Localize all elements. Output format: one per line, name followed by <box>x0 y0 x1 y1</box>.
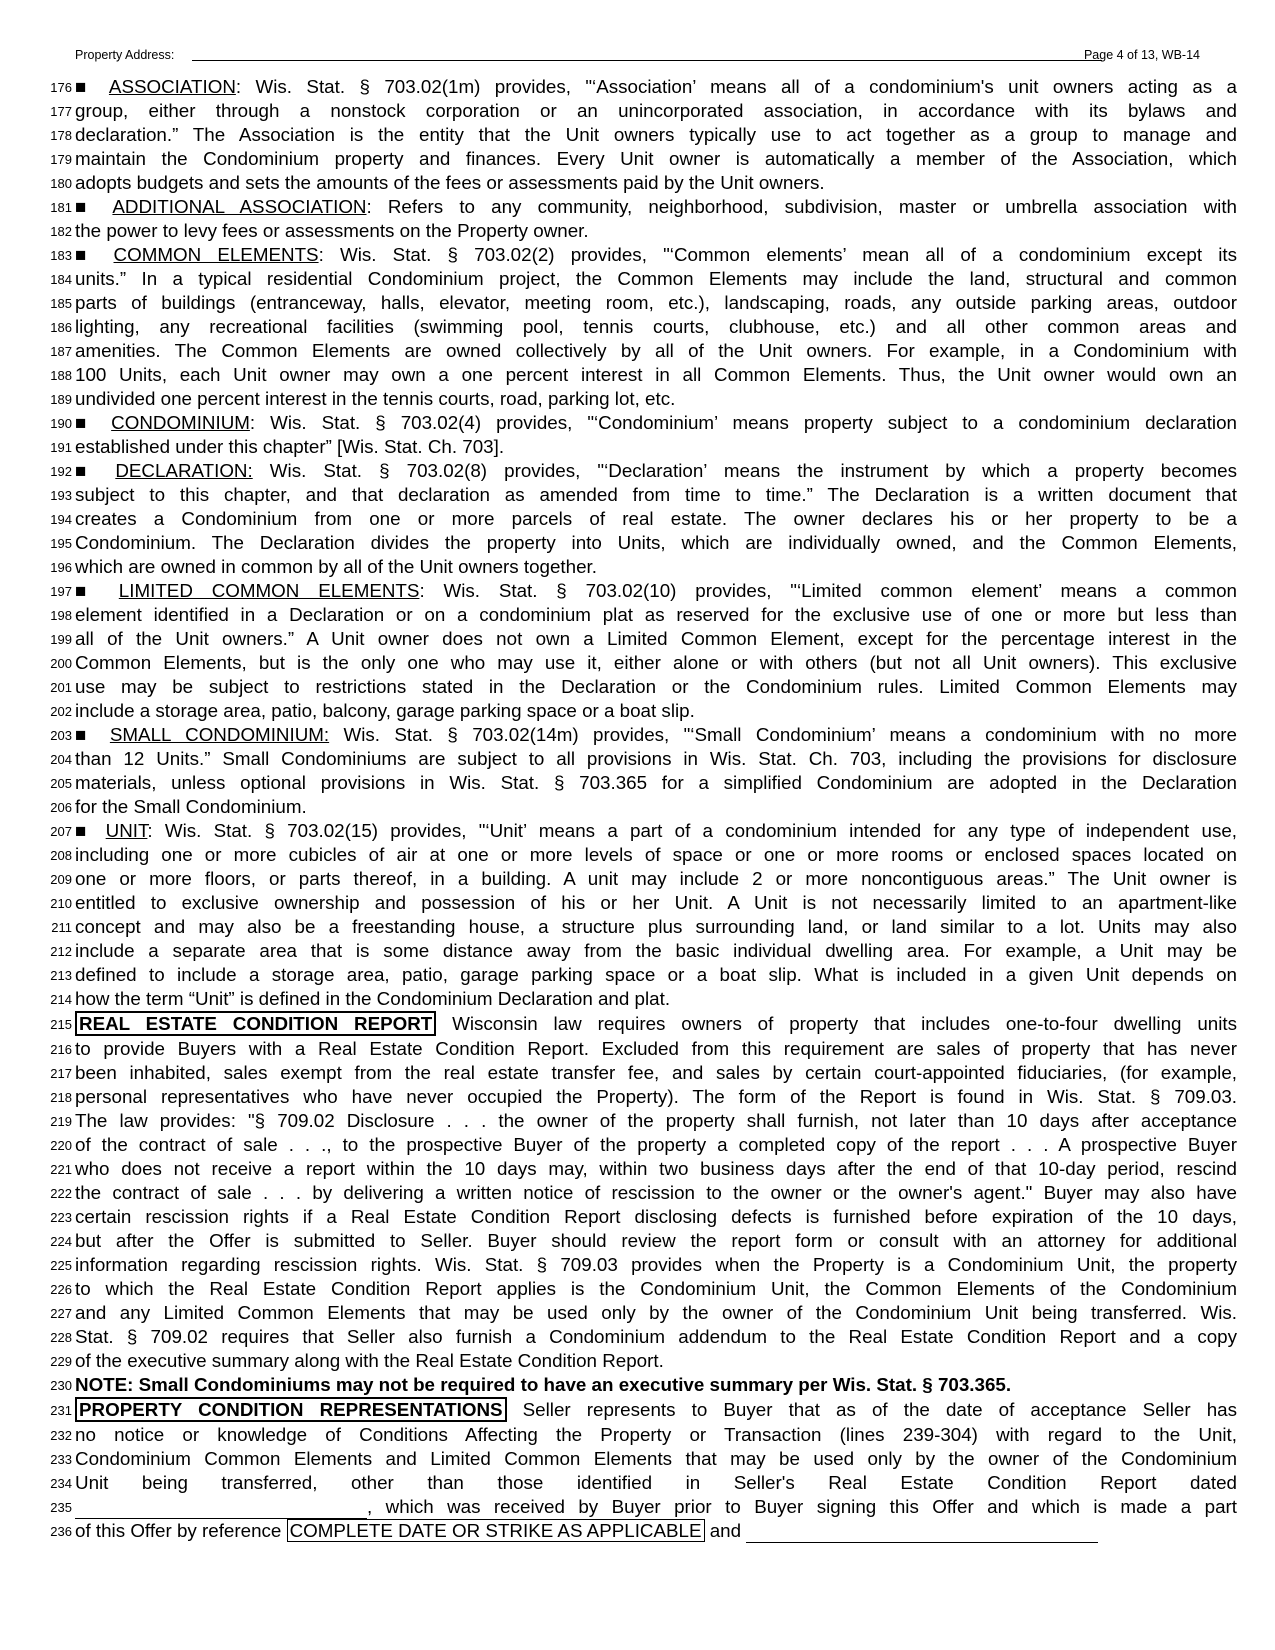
page-header <box>75 48 1200 66</box>
line-number: 208 <box>50 848 72 863</box>
line-number: 206 <box>50 800 72 815</box>
text-run: : Wis. Stat. § 703.02(1m) provides, "‘Association’ means all of a condominium's unit owners acting as a <box>235 76 1237 97</box>
line-number: 190 <box>50 416 72 431</box>
text-run: certain rescission rights if a Real Estate Condition Report disclosing defects is furnished before expiration of the 10 days, <box>75 1206 1237 1227</box>
line-number: 188 <box>50 368 72 383</box>
line-number: 182 <box>50 224 72 239</box>
document-line <box>40 1181 1237 1205</box>
line-number: 234 <box>50 1476 72 1491</box>
document-line <box>40 723 1237 747</box>
line-number: 205 <box>50 776 72 791</box>
document-line <box>40 867 1237 891</box>
text-run: amenities. The Common Elements are owned collectively by all of the Unit owners. For example, in a Condominium with <box>75 340 1237 361</box>
line-text <box>75 1011 1237 1037</box>
line-number: 201 <box>50 680 72 695</box>
document-line <box>40 555 1202 579</box>
line-number: 178 <box>50 128 72 143</box>
document-line <box>40 771 1237 795</box>
text-run: subject to this chapter, and that declaration as amended from time to time.” The Declaration is a written document that <box>75 484 1237 505</box>
line-number: 200 <box>50 656 72 671</box>
document-line <box>40 939 1237 963</box>
document-line <box>40 1133 1237 1157</box>
text-run: ■ <box>75 580 119 601</box>
text-run: declaration.” The Association is the entity that the Unit owners typically use to act together as a group to manage and <box>75 124 1237 145</box>
document-line <box>40 1061 1237 1085</box>
line-text <box>75 843 1237 867</box>
document-line <box>40 1011 1237 1037</box>
text-run: : Refers to any community, neighborhood, subdivision, master or umbrella association with <box>366 196 1237 217</box>
text-run: use may be subject to restrictions stated in the Declaration or the Condominium rules. Limited Common Elements may <box>75 676 1237 697</box>
line-text <box>75 795 1237 819</box>
line-text <box>75 219 1237 243</box>
text-run: ■ <box>75 460 116 481</box>
line-number: 223 <box>50 1210 72 1225</box>
document-line <box>40 171 1202 195</box>
text-run: Condominium Common Elements and Limited Common Elements that may be used only by the owner of the Condominium <box>75 1448 1237 1469</box>
document-line <box>40 1349 1202 1373</box>
line-number: 191 <box>50 440 72 455</box>
text-run: and any Limited Common Elements that may be used only by the owner of the Condominium Unit being transferred. Wis. <box>75 1302 1237 1323</box>
text-run: ■ <box>75 76 109 97</box>
text-run: element identified in a Declaration or on a condominium plat as reserved for the exclusive use of one or more but less than <box>75 604 1237 625</box>
line-number: 232 <box>50 1428 72 1443</box>
line-text <box>75 1325 1237 1349</box>
line-text <box>75 507 1237 531</box>
line-text <box>75 1037 1237 1061</box>
document-line <box>40 627 1237 651</box>
text-run: the power to levy fees or assessments on the Property owner. <box>75 220 589 241</box>
text-run: units.” In a typical residential Condominium project, the Common Elements may include the land, structural and common <box>75 268 1237 289</box>
line-text <box>75 723 1237 747</box>
line-number: 185 <box>50 296 72 311</box>
fill-in-blank[interactable] <box>75 1500 367 1519</box>
text-run: 100 Units, each Unit owner may own a one percent interest in all Common Elements. Thus, the Unit owner would own an <box>75 364 1237 385</box>
document-line <box>40 387 1202 411</box>
text-run: the contract of sale . . . by delivering a written notice of rescission to the owner or the owner's agent." Buyer may also have <box>75 1182 1237 1203</box>
line-text <box>75 363 1237 387</box>
line-number: 215 <box>50 1017 72 1032</box>
line-text <box>75 435 1237 459</box>
document-line <box>40 459 1237 483</box>
text-run: personal representatives who have never occupied the Property). The form of the Report is found in Wis. Stat. § 709.03. <box>75 1086 1237 1107</box>
fill-in-blank[interactable] <box>746 1524 1098 1543</box>
document-line <box>40 963 1237 987</box>
line-text <box>75 1447 1237 1471</box>
text-run: include a storage area, patio, balcony, garage parking space or a boat slip. <box>75 700 695 721</box>
line-number: 196 <box>50 560 72 575</box>
line-text <box>75 771 1237 795</box>
line-text <box>75 1423 1237 1447</box>
line-number: 228 <box>50 1330 72 1345</box>
text-run: to provide Buyers with a Real Estate Condition Report. Excluded from this requirement are sales of property that has never <box>75 1038 1237 1059</box>
line-text <box>75 1229 1237 1253</box>
text-run: but after the Offer is submitted to Seller. Buyer should review the report form or consult with an attorney for additional <box>75 1230 1237 1251</box>
text-run: parts of buildings (entranceway, halls, elevator, meeting room, etc.), landscaping, roads, any outside parking areas, outdoor <box>75 292 1237 313</box>
document-line <box>40 675 1237 699</box>
text-run: all of the Unit owners.” A Unit owner does not own a Limited Common Element, except for the percentage interest in the <box>75 628 1237 649</box>
line-text <box>75 483 1237 507</box>
section-heading: REAL ESTATE CONDITION REPORT <box>75 1011 436 1036</box>
document-line <box>40 507 1237 531</box>
text-run: Wisconsin law requires owners of property that includes one-to-four dwelling units <box>436 1013 1237 1034</box>
line-number: 187 <box>50 344 72 359</box>
line-text <box>75 315 1237 339</box>
text-run: The law provides: "§ 709.02 Disclosure . . . the owner of the property shall furnish, not later than 10 days after acceptance <box>75 1110 1237 1131</box>
line-text <box>75 579 1237 603</box>
document-line <box>40 1325 1237 1349</box>
line-number: 235 <box>50 1500 72 1515</box>
document-line <box>40 1495 1237 1519</box>
line-number: 211 <box>51 920 72 935</box>
document-line <box>40 147 1237 171</box>
line-text <box>75 963 1237 987</box>
text-run: of the contract of sale . . ., to the prospective Buyer of the property a completed copy of the report . . . A prospective Buyer <box>75 1134 1237 1155</box>
document-line <box>40 1397 1237 1423</box>
text-run: Common Elements, but is the only one who may use it, either alone or with others (but not all Unit owners). This exclusive <box>75 652 1237 673</box>
document-line <box>40 1301 1237 1325</box>
line-text <box>75 1471 1237 1495</box>
text-run: of this Offer by reference <box>75 1520 287 1541</box>
text-run: materials, unless optional provisions in Wis. Stat. § 703.365 for a simplified Condominium are adopted in the Declaration <box>75 772 1237 793</box>
text-run: established under this chapter” [Wis. Stat. Ch. 703]. <box>75 436 505 457</box>
text-run: ■ <box>75 724 110 745</box>
line-number: 231 <box>50 1403 72 1418</box>
document-line <box>40 435 1202 459</box>
line-text <box>75 627 1237 651</box>
document-line <box>40 1253 1237 1277</box>
line-number: 197 <box>50 584 72 599</box>
line-number: 177 <box>50 104 72 119</box>
document-line <box>40 363 1237 387</box>
line-number: 222 <box>50 1186 72 1201</box>
text-run: : Wis. Stat. § 703.02(10) provides, "‘Limited common element’ means a common <box>419 580 1237 601</box>
text-run: how the term “Unit” is defined in the Condominium Declaration and plat. <box>75 988 671 1009</box>
text-run: maintain the Condominium property and finances. Every Unit owner is automatically a member of the Association, which <box>75 148 1237 169</box>
line-number: 217 <box>50 1066 72 1081</box>
line-text <box>75 675 1237 699</box>
document-line <box>40 75 1237 99</box>
line-text <box>75 1061 1237 1085</box>
text-run: who does not receive a report within the 10 days may, within two business days after the end of that 10-day period, rescind <box>75 1158 1237 1179</box>
document-line <box>40 987 1202 1011</box>
document-line <box>40 891 1237 915</box>
line-number: 225 <box>50 1258 72 1273</box>
document-line <box>40 1519 1202 1543</box>
line-number: 186 <box>50 320 72 335</box>
page-number: Page 4 of 13, WB-14 <box>1083 48 1200 62</box>
line-number: 214 <box>50 992 72 1007</box>
line-number: 194 <box>50 512 72 527</box>
document-line <box>40 411 1237 435</box>
document-line <box>40 747 1237 771</box>
line-text <box>75 651 1237 675</box>
line-text <box>75 603 1237 627</box>
line-text <box>75 819 1237 843</box>
document-line <box>40 267 1237 291</box>
line-text <box>75 243 1237 267</box>
line-text <box>75 939 1237 963</box>
line-text <box>75 171 1237 195</box>
line-text <box>75 1301 1237 1325</box>
document-line <box>40 843 1237 867</box>
line-number: 207 <box>50 824 72 839</box>
document-line <box>40 1037 1237 1061</box>
line-number: 212 <box>50 944 72 959</box>
line-text <box>75 555 1237 579</box>
document-line <box>40 123 1237 147</box>
text-run: , which was received by Buyer prior to Buyer signing this Offer and which is made a part <box>367 1496 1237 1517</box>
text-run: Wis. Stat. § 703.02(14m) provides, "‘Small Condominium’ means a condominium with no more <box>329 724 1237 745</box>
text-run: group, either through a nonstock corporation or an unincorporated association, in accordance with its bylaws and <box>75 100 1237 121</box>
line-text <box>75 699 1237 723</box>
text-run: ■ <box>75 412 112 433</box>
document-line <box>40 339 1237 363</box>
line-number: 204 <box>50 752 72 767</box>
note-text: NOTE: Small Condominiums may not be required to have an executive summary per Wis. Stat. § 703.365. <box>75 1374 1012 1395</box>
text-run: concept and may also be a freestanding house, a structure plus surrounding land, or land similar to a lot. Units may also <box>75 916 1237 937</box>
text-run: than 12 Units.” Small Condominiums are subject to all provisions in Wis. Stat. Ch. 703, including the provisions for disclosure <box>75 748 1237 769</box>
text-run: information regarding rescission rights. Wis. Stat. § 709.03 provides when the Property is a Condominium Unit, the property <box>75 1254 1237 1275</box>
line-text <box>75 531 1237 555</box>
line-number: 220 <box>50 1138 72 1153</box>
text-run: : Wis. Stat. § 703.02(4) provides, "‘Condominium’ means property subject to a condominium declaration <box>249 412 1237 433</box>
line-text <box>75 195 1237 219</box>
line-number: 230 <box>50 1378 72 1393</box>
text-run: which are owned in common by all of the Unit owners together. <box>75 556 597 577</box>
text-run: ■ <box>75 244 114 265</box>
document-body <box>40 75 1237 1543</box>
line-text <box>75 387 1237 411</box>
line-number: 216 <box>50 1042 72 1057</box>
document-line <box>40 603 1237 627</box>
line-number: 176 <box>50 80 72 95</box>
document-line <box>40 1447 1237 1471</box>
document-line <box>40 1109 1237 1133</box>
line-text <box>75 1277 1237 1301</box>
document-line <box>40 579 1237 603</box>
line-number: 233 <box>50 1452 72 1467</box>
document-line <box>40 651 1237 675</box>
text-run: ■ <box>75 196 113 217</box>
section-term: CONDOMINIUM <box>111 412 250 433</box>
text-run: Wis. Stat. § 703.02(8) provides, "‘Declaration’ means the instrument by which a property becomes <box>252 460 1237 481</box>
line-number: 181 <box>50 200 72 215</box>
text-run: Stat. § 709.02 requires that Seller also furnish a Condominium addendum to the Real Estate Condition Report and a copy <box>75 1326 1237 1347</box>
line-text <box>75 1109 1237 1133</box>
text-run: no notice or knowledge of Conditions Affecting the Property or Transaction (lines 239-304) with regard to the Unit, <box>75 1424 1237 1445</box>
line-text <box>75 123 1237 147</box>
line-number: 227 <box>50 1306 72 1321</box>
line-text <box>75 411 1237 435</box>
line-text <box>75 147 1237 171</box>
text-run: : Wis. Stat. § 703.02(2) provides, "‘Common elements’ mean all of a condominium except its <box>318 244 1237 265</box>
document-line <box>40 795 1202 819</box>
section-term: COMMON ELEMENTS <box>113 244 319 265</box>
line-text <box>75 1181 1237 1205</box>
line-text <box>75 291 1237 315</box>
text-run: and <box>704 1520 747 1541</box>
line-number: 218 <box>50 1090 72 1105</box>
line-text <box>75 1205 1237 1229</box>
line-text <box>75 1085 1237 1109</box>
text-run: Unit being transferred, other than those identified in Seller's Real Estate Condition Report dated <box>75 1472 1237 1493</box>
document-line <box>40 219 1202 243</box>
section-term: LIMITED COMMON ELEMENTS <box>118 580 420 601</box>
line-number: 195 <box>50 536 72 551</box>
document-line <box>40 1205 1237 1229</box>
text-run: Condominium. The Declaration divides the property into Units, which are individually owned, and the Common Elements, <box>75 532 1237 553</box>
line-text <box>75 747 1237 771</box>
document-line <box>40 1471 1237 1495</box>
text-run: entitled to exclusive ownership and possession of his or her Unit. A Unit is not necessarily limited to an apartment-like <box>75 892 1237 913</box>
section-term: ASSOCIATION <box>108 76 236 97</box>
document-line <box>40 1277 1237 1301</box>
line-number: 189 <box>50 392 72 407</box>
document-line <box>40 291 1237 315</box>
line-number: 236 <box>50 1524 72 1539</box>
line-text <box>75 1495 1237 1519</box>
document-line <box>40 99 1237 123</box>
text-run: adopts budgets and sets the amounts of the fees or assessments paid by the Unit owners. <box>75 172 825 193</box>
line-number: 224 <box>50 1234 72 1249</box>
text-run: one or more floors, or parts thereof, in a building. A unit may include 2 or more noncontiguous areas.” The Unit owner is <box>75 868 1237 889</box>
document-line <box>40 483 1237 507</box>
line-number: 198 <box>50 608 72 623</box>
text-run: been inhabited, sales exempt from the real estate transfer fee, and sales by certain court-appointed fiduciaries, (for example, <box>75 1062 1237 1083</box>
text-run: undivided one percent interest in the tennis courts, road, parking lot, etc. <box>75 388 676 409</box>
line-number: 179 <box>50 152 72 167</box>
section-term: DECLARATION: <box>115 460 253 481</box>
line-text <box>75 891 1237 915</box>
line-text <box>75 99 1237 123</box>
line-text <box>75 1253 1237 1277</box>
text-run: creates a Condominium from one or more parcels of real estate. The owner declares his or her property to be a <box>75 508 1237 529</box>
text-run: Seller represents to Buyer that as of the date of acceptance Seller has <box>506 1399 1237 1420</box>
text-run: of the executive summary along with the Real Estate Condition Report. <box>75 1350 664 1371</box>
text-run: ■ <box>75 820 106 841</box>
text-run: lighting, any recreational facilities (swimming pool, tennis courts, clubhouse, etc.) and all other common areas and <box>75 316 1237 337</box>
line-text <box>75 867 1237 891</box>
text-run: include a separate area that is some distance away from the basic individual dwelling area. For example, a Unit may be <box>75 940 1237 961</box>
section-heading: PROPERTY CONDITION REPRESENTATIONS <box>75 1397 507 1422</box>
line-number: 183 <box>50 248 72 263</box>
document-line <box>40 195 1237 219</box>
text-run: to which the Real Estate Condition Report applies is the Condominium Unit, the Common Elements of the Condominium <box>75 1278 1237 1299</box>
line-number: 203 <box>50 728 72 743</box>
line-number: 180 <box>50 176 72 191</box>
line-number: 213 <box>50 968 72 983</box>
line-number: 221 <box>50 1162 72 1177</box>
text-run: for the Small Condominium. <box>75 796 307 817</box>
line-text <box>75 987 1237 1011</box>
line-text <box>75 1519 1237 1543</box>
line-text <box>75 267 1237 291</box>
document-line <box>40 243 1237 267</box>
line-text <box>75 339 1237 363</box>
document-line <box>40 531 1237 555</box>
line-number: 193 <box>50 488 72 503</box>
line-number: 192 <box>50 464 72 479</box>
line-text <box>75 915 1237 939</box>
line-text <box>75 1157 1237 1181</box>
line-number: 210 <box>50 896 72 911</box>
line-text <box>75 75 1237 99</box>
document-line <box>40 1085 1237 1109</box>
section-term: ADDITIONAL ASSOCIATION <box>112 196 367 217</box>
document-line <box>40 1373 1202 1397</box>
line-number: 202 <box>50 704 72 719</box>
property-address-label: Property Address: <box>75 48 175 62</box>
document-line <box>40 1229 1237 1253</box>
line-number: 229 <box>50 1354 72 1369</box>
document-line <box>40 915 1237 939</box>
document-line <box>40 819 1237 843</box>
line-number: 209 <box>50 872 72 887</box>
text-run: : Wis. Stat. § 703.02(15) provides, "‘Unit’ means a part of a condominium intended for any type of independent use, <box>147 820 1237 841</box>
text-run: including one or more cubicles of air at one or more levels of space or one or more rooms or enclosed spaces located on <box>75 844 1237 865</box>
line-text <box>75 1349 1237 1373</box>
line-text <box>75 1397 1237 1423</box>
document-line <box>40 699 1202 723</box>
instruction-box: COMPLETE DATE OR STRIKE AS APPLICABLE <box>287 1519 705 1542</box>
document-line <box>40 1157 1237 1181</box>
line-number: 199 <box>50 632 72 647</box>
line-number: 184 <box>50 272 72 287</box>
document-line <box>40 1423 1237 1447</box>
line-number: 219 <box>50 1114 72 1129</box>
section-term: SMALL CONDOMINIUM: <box>109 724 330 745</box>
text-run: defined to include a storage area, patio, garage parking space or a boat slip. What is included in a given Unit depends on <box>75 964 1237 985</box>
section-term: UNIT <box>105 820 148 841</box>
line-number: 226 <box>50 1282 72 1297</box>
document-line <box>40 315 1237 339</box>
line-text <box>75 459 1237 483</box>
property-address-field[interactable] <box>192 60 1102 61</box>
line-text <box>75 1373 1237 1397</box>
line-text <box>75 1133 1237 1157</box>
